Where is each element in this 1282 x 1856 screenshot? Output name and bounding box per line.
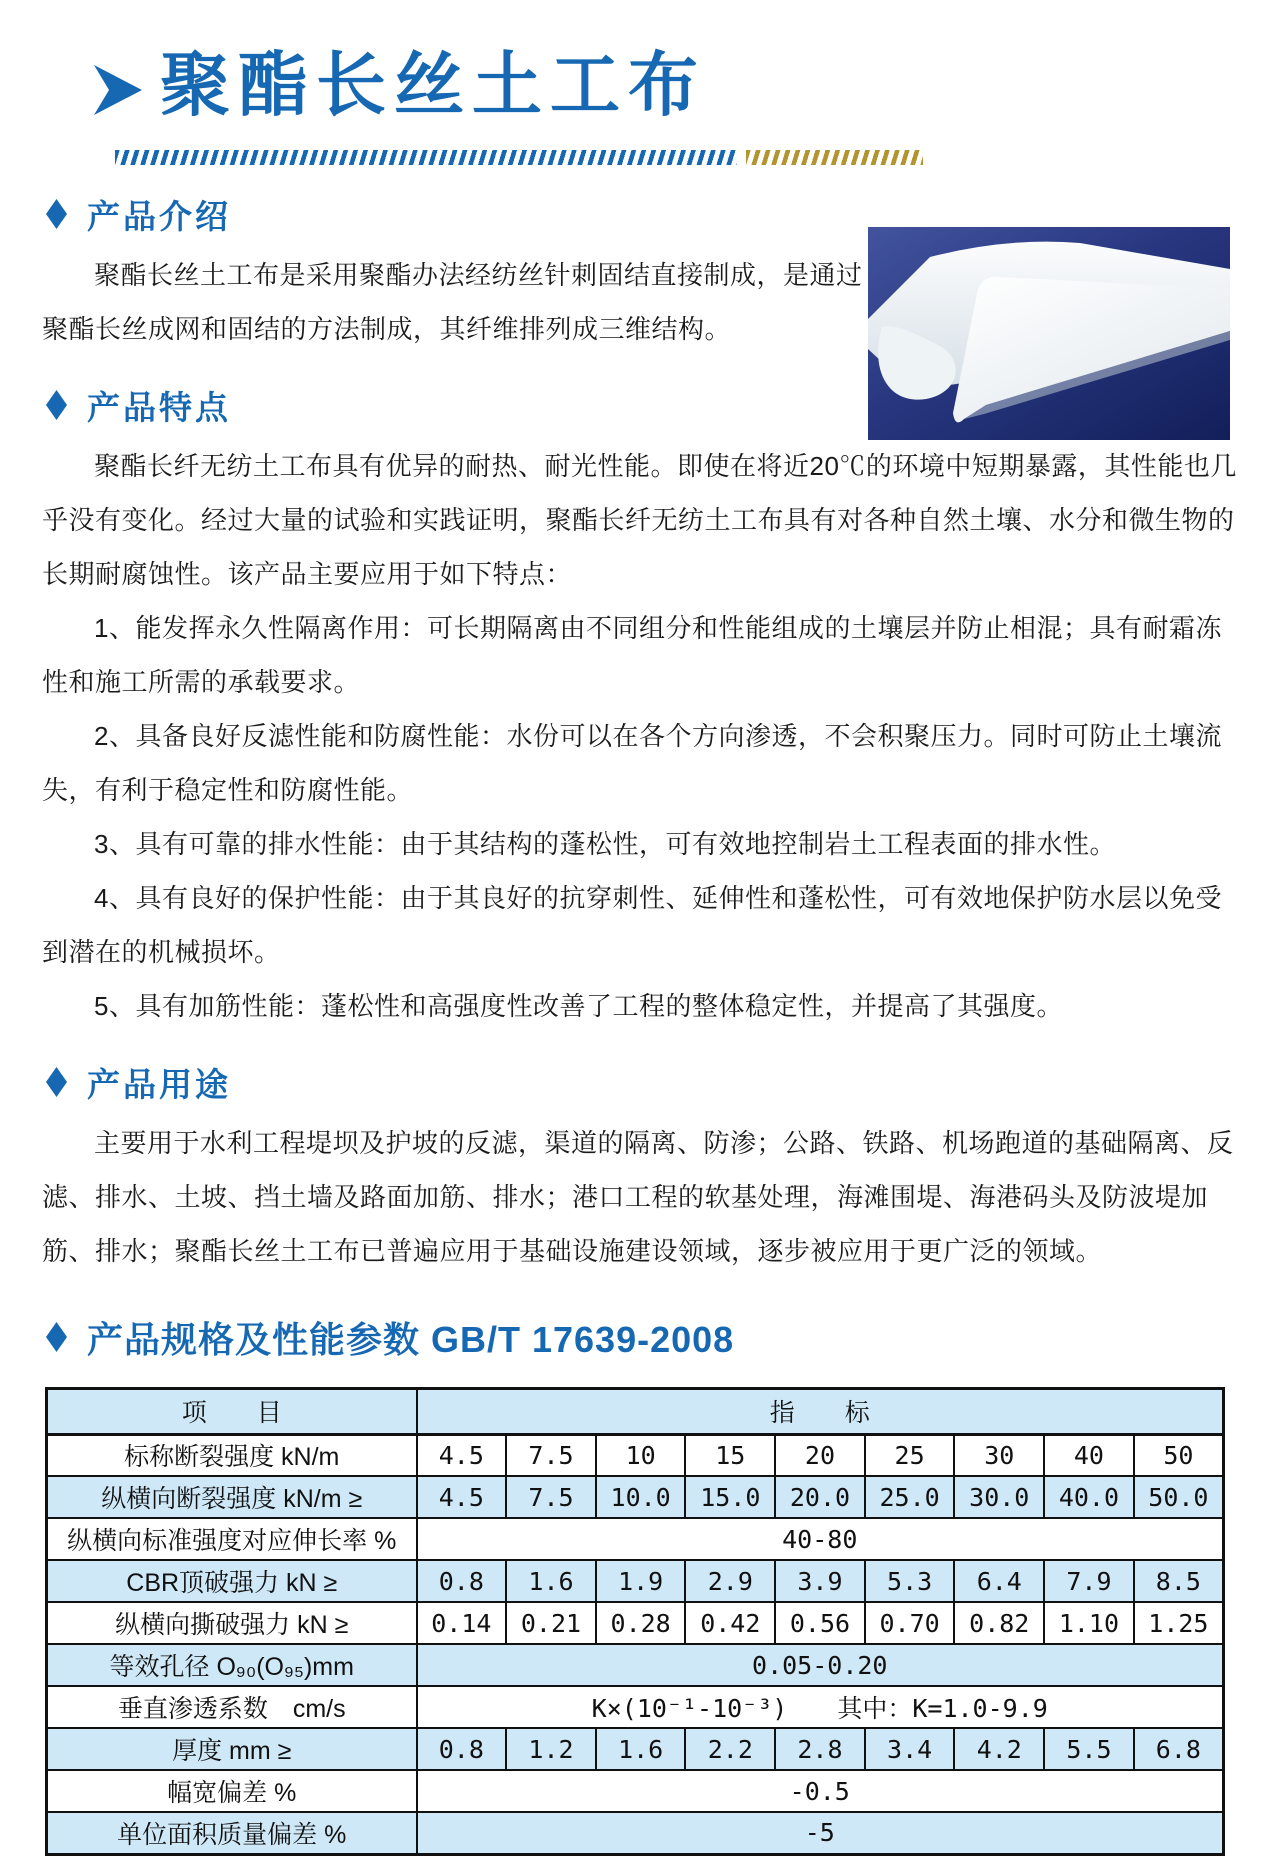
page-content [0, 191, 1282, 1856]
cell-span-value: 40-80 [417, 1518, 1224, 1560]
features-lead-paragraph: 聚酯长纤无纺土工布具有优异的耐热、耐光性能。即使在将近20℃的环境中短期暴露，其性能也几乎没有变化。经过大量的试验和实践证明，聚酯长纤无纺土工布具有对各种自然土壤、水分和微生物的长期耐腐蚀性。该产品主要应用于如下特点： [42, 450, 1237, 589]
cell-value: 8.5 [1134, 1560, 1224, 1602]
cell-value: 25 [865, 1434, 955, 1476]
section-uses-heading [46, 1059, 1240, 1106]
cell-value: 6.4 [954, 1560, 1044, 1602]
title-arrow-icon [92, 62, 144, 118]
table-row [47, 1476, 1224, 1518]
cell-value: 25.0 [865, 1476, 955, 1518]
page-title: 聚酯长丝土工布 [160, 48, 706, 125]
page-header [0, 0, 1282, 165]
cell-value: 7.9 [1044, 1560, 1134, 1602]
row-label: 幅宽偏差 % [47, 1770, 417, 1812]
row-label: 垂直渗透系数 cm/s [47, 1686, 417, 1728]
cell-value: 7.5 [506, 1434, 596, 1476]
stripe-blue-segment [115, 150, 737, 165]
product-photo [868, 227, 1230, 440]
cell-value: 4.2 [954, 1728, 1044, 1770]
cell-value: 0.8 [417, 1560, 507, 1602]
cell-value: 0.8 [417, 1728, 507, 1770]
cell-value: 50 [1134, 1434, 1224, 1476]
cell-value: 5.3 [865, 1560, 955, 1602]
cell-value: 5.5 [1044, 1728, 1134, 1770]
table-row [47, 1770, 1224, 1812]
row-label: 纵横向标准强度对应伸长率 % [47, 1518, 417, 1560]
cell-value: 20.0 [775, 1476, 865, 1518]
cell-value: 1.6 [506, 1560, 596, 1602]
cell-value: 2.9 [685, 1560, 775, 1602]
table-row [47, 1518, 1224, 1560]
cell-value: 10 [596, 1434, 686, 1476]
row-label: 单位面积质量偏差 % [47, 1812, 417, 1854]
feature-item: 3、具有可靠的排水性能：由于其结构的蓬松性，可有效地控制岩土工程表面的排水性。 [94, 828, 1116, 859]
cell-value: 40 [1044, 1434, 1134, 1476]
cell-value: 15.0 [685, 1476, 775, 1518]
section-intro-title: 产品介绍 [87, 197, 231, 235]
diamond-bullet-icon [46, 1067, 67, 1097]
diamond-bullet-icon [46, 390, 67, 420]
section-uses [42, 1059, 1240, 1278]
table-row [47, 1560, 1224, 1602]
geotextile-fabric-illustration [868, 227, 1230, 440]
title-row [0, 0, 1282, 124]
cell-value: 0.21 [506, 1602, 596, 1644]
cell-span-value: -5 [417, 1812, 1224, 1854]
feature-item: 1、能发挥永久性隔离作用：可长期隔离由不同组分和性能组成的土壤层并防止相混；具有耐霜冻性和施工所需的承载要求。 [42, 612, 1222, 697]
table-row [47, 1434, 1224, 1476]
cell-value: 6.8 [1134, 1728, 1224, 1770]
cell-span-value: 0.05-0.20 [417, 1644, 1224, 1686]
cell-value: 1.10 [1044, 1602, 1134, 1644]
uses-paragraph: 主要用于水利工程堤坝及护坡的反滤，渠道的隔离、防渗；公路、铁路、机场跑道的基础隔离、反滤、排水、土坡、挡土墙及路面加筋、排水；港口工程的软基处理，海滩围堤、海港码头及防波堤加筋、排水；聚酯长丝土工布已普遍应用于基础设施建设领域，逐步被应用于更广泛的领域。 [42, 1127, 1234, 1266]
cell-value: 1.6 [596, 1728, 686, 1770]
diamond-bullet-icon [46, 1322, 67, 1352]
cell-value: 0.28 [596, 1602, 686, 1644]
cell-value: 1.9 [596, 1560, 686, 1602]
feature-item: 4、具有良好的保护性能：由于其良好的抗穿刺性、延伸性和蓬松性，可有效地保护防水层以免受到潜在的机械损坏。 [42, 882, 1222, 967]
table-row [47, 1602, 1224, 1644]
cell-value: 3.4 [865, 1728, 955, 1770]
cell-value: 4.5 [417, 1434, 507, 1476]
cell-value: 0.42 [685, 1602, 775, 1644]
feature-item: 5、具有加筋性能：蓬松性和高强度性改善了工程的整体稳定性，并提高了其强度。 [94, 990, 1063, 1021]
section-specs-title: 产品规格及性能参数 GB/T 17639-2008 [87, 1318, 735, 1360]
cell-value: 7.5 [506, 1476, 596, 1518]
cell-value: 2.8 [775, 1728, 865, 1770]
section-specs-heading [46, 1312, 1240, 1363]
cell-value: 15 [685, 1434, 775, 1476]
table-row [47, 1728, 1224, 1770]
table-row [47, 1812, 1224, 1854]
row-label: 纵横向断裂强度 kN/m ≥ [47, 1476, 417, 1518]
section-uses-title: 产品用途 [87, 1065, 231, 1103]
cell-value: 0.70 [865, 1602, 955, 1644]
spec-table-header-row [47, 1388, 1224, 1434]
stripe-gold-segment [746, 150, 923, 165]
cell-value: 1.25 [1134, 1602, 1224, 1644]
row-label: 纵横向撕破强力 kN ≥ [47, 1602, 417, 1644]
cell-value: 30.0 [954, 1476, 1044, 1518]
table-row [47, 1644, 1224, 1686]
spec-table [45, 1387, 1225, 1856]
cell-value: 10.0 [596, 1476, 686, 1518]
cell-value: 50.0 [1134, 1476, 1224, 1518]
row-label: 等效孔径 O₉₀(O₉₅)mm [47, 1644, 417, 1686]
intro-paragraph: 聚酯长丝土工布是采用聚酯办法经纺丝针刺固结直接制成，是通过聚酯长丝成网和固结的方法制成，其纤维排列成三维结构。 [42, 259, 863, 344]
cell-value: 0.56 [775, 1602, 865, 1644]
cell-value: 0.14 [417, 1602, 507, 1644]
diamond-bullet-icon [46, 199, 67, 229]
cell-span-value: -0.5 [417, 1770, 1224, 1812]
cell-value: 30 [954, 1434, 1044, 1476]
section-specs [42, 1312, 1240, 1856]
cell-value: 2.2 [685, 1728, 775, 1770]
cell-value: 3.9 [775, 1560, 865, 1602]
cell-value: 1.2 [506, 1728, 596, 1770]
spec-table-header-item: 项 目 [47, 1388, 417, 1434]
cell-value: 0.82 [954, 1602, 1044, 1644]
feature-item: 2、具备良好反滤性能和防腐性能：水份可以在各个方向渗透，不会积聚压力。同时可防止土壤流失，有利于稳定性和防腐性能。 [42, 720, 1222, 805]
cell-value: 4.5 [417, 1476, 507, 1518]
table-row [47, 1686, 1224, 1728]
decorative-stripe-band [115, 150, 1282, 165]
cell-value: 40.0 [1044, 1476, 1134, 1518]
row-label: 厚度 mm ≥ [47, 1728, 417, 1770]
section-features-title: 产品特点 [87, 388, 231, 426]
section-features [42, 382, 1240, 1033]
spec-table-header-indicator: 指 标 [417, 1388, 1224, 1434]
cell-value: 20 [775, 1434, 865, 1476]
cell-span-value: K×(10⁻¹-10⁻³) 其中：K=1.0-9.9 [417, 1686, 1224, 1728]
row-label: CBR顶破强力 kN ≥ [47, 1560, 417, 1602]
row-label: 标称断裂强度 kN/m [47, 1434, 417, 1476]
